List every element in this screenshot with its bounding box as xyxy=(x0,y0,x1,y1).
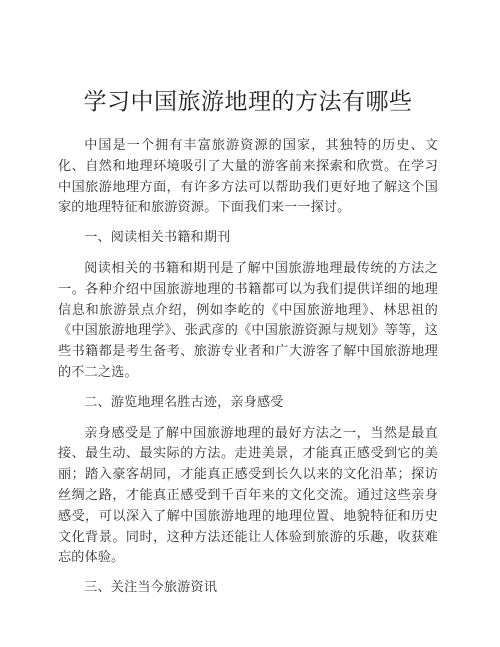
section-heading-2: 二、游览地理名胜古迹，亲身感受 xyxy=(84,394,284,410)
page-title: 学习中国旅游地理的方法有哪些 xyxy=(83,89,413,115)
section-heading-1: 一、阅读相关书籍和期刊 xyxy=(84,230,231,246)
intro-paragraph: 中国是一个拥有丰富旅游资源的国家，其独特的历史、文化、自然和地理环境吸引了大量的游客前来探索和欣赏。在学习中国旅游地理方面，有许多方法可以帮助我们更好地了解这个国家的地理特征和旅游资源。下面我们来一一探讨。 xyxy=(58,138,438,216)
section-body-1: 阅读相关的书籍和期刊是了解中国旅游地理最传统的方法之一。各种介绍中国旅游地理的书籍都可以为我们提供详细的地理信息和旅游景点介绍，例如李屹的《中国旅游地理》、林思祖的《中国旅游地理学》、张武彦的《中国旅游资源与规划》等等，这些书籍都是考生备考、旅游专业者和广大游客了解中国旅游地理的不二之选。 xyxy=(58,260,438,380)
section-heading-3: 三、关注当今旅游资讯 xyxy=(84,580,218,596)
section-body-2: 亲身感受是了解中国旅游地理的最好方法之一，当然是最直接、最生动、最实际的方法。走进美景，才能真正感受到它的美丽；踏入豪客胡同，才能真正感受到长久以来的文化沿革；探访丝绸之路，才能真正感受到千百年来的文化交流。通过这些亲身感受，可以深入了解中国旅游地理的地理位置、地貌特征和历史文化背景。同时，这种方法还能让人体验到旅游的乐趣，收获难忘的体验。 xyxy=(58,425,438,566)
